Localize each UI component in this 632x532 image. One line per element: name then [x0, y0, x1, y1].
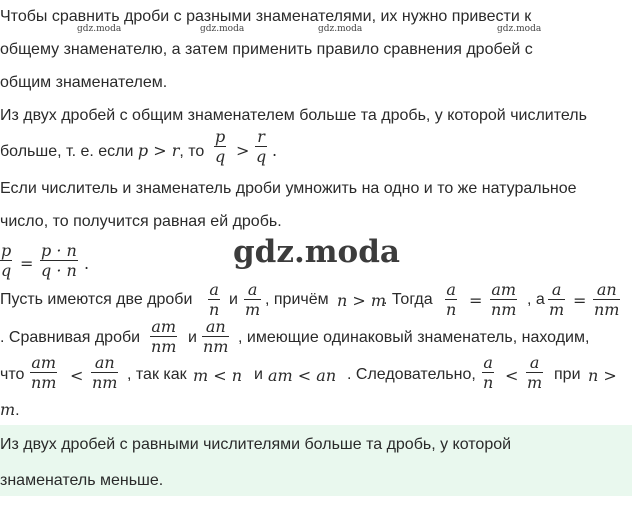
p2-condition: p > r: [137, 141, 180, 160]
identity-rhs: p · n q · n: [41, 241, 77, 280]
p4-frac-f8: an nm: [203, 317, 229, 356]
highlight-line1: Из двух дробей с равными числителями больше та дробь, у которой: [0, 436, 512, 453]
p3-line2: число, то получится равная ей дробь.: [0, 213, 282, 230]
p4-c3b: m: [0, 400, 16, 419]
p4-line1-text: Пусть имеются две дроби: [0, 291, 193, 308]
watermark-small-2: gdz.moda: [200, 24, 245, 34]
p4-pri: при: [554, 366, 581, 383]
p4-and2: и: [188, 329, 197, 346]
watermark-small-1: gdz.moda: [77, 24, 122, 34]
p4-tak-kak: , так как: [127, 366, 187, 383]
p4-eq2: =: [573, 291, 587, 310]
p4-lt2: <: [505, 366, 519, 385]
watermark-small-3: gdz.moda: [318, 24, 363, 34]
p1-line3: общим знаменателем.: [0, 74, 168, 91]
p4-cond-n-m: n > m: [337, 291, 387, 310]
p4-frac-f5: a m: [549, 280, 565, 319]
p4-and: и: [229, 291, 238, 308]
p2-period: .: [272, 141, 278, 160]
p3-line1: Если числитель и знаменатель дроби умножить на одно и то же натуральное: [0, 180, 577, 197]
p4-c3: n >: [588, 366, 617, 385]
p4-frac-f11: a n: [483, 353, 494, 392]
watermark-big: gdz.moda: [233, 234, 400, 270]
p4-frac-f12: a m: [527, 353, 543, 392]
p2-fraction-right: r q: [256, 127, 267, 166]
p4-c2: am < an: [268, 366, 337, 385]
p2-line1: Из двух дробей с общим знаменателем больше та дробь, у которой числитель: [0, 107, 587, 124]
p1-line1: Чтобы сравнить дроби с разными знаменателями, их нужно привести к: [0, 8, 532, 25]
p4-togda: . Тогда: [383, 291, 433, 308]
p4-frac-f4: am nm: [491, 280, 517, 319]
p4-prichem: , причём: [265, 291, 329, 308]
highlight-line2: знаменатель меньше.: [0, 472, 164, 489]
p4-line4: [0, 400, 20, 420]
identity-period: .: [84, 254, 90, 273]
p1-line2: общему знаменателю, а затем применить правило сравнения дробей с: [0, 41, 533, 58]
identity-lhs: p q: [1, 241, 12, 280]
p2-gt: >: [236, 141, 250, 160]
p4-comma-a: , а: [527, 291, 545, 308]
p4-frac-a-n: a n: [209, 280, 220, 319]
p2-line2: [0, 141, 204, 161]
p4-sledovatelno: . Следовательно,: [347, 366, 476, 383]
p4-frac-f3: a n: [446, 280, 457, 319]
p4-frac-a-m: a m: [245, 280, 261, 319]
p4-frac-f7: am nm: [151, 317, 177, 356]
p4-i: и: [254, 366, 263, 383]
p4-eq1: =: [469, 291, 483, 310]
watermark-small-4: gdz.moda: [497, 24, 542, 34]
p4-frac-f10: an nm: [92, 353, 118, 392]
p2-to: , то: [179, 143, 205, 160]
p4-c1: m < n: [193, 366, 243, 385]
p4-end: .: [15, 402, 20, 419]
p4-frac-f9: am nm: [31, 353, 57, 392]
p4-line2-text: . Сравнивая дроби: [0, 329, 141, 346]
p2-text: больше, т. е. если: [0, 143, 134, 160]
p4-lt: <: [70, 366, 84, 385]
p4-find: , имеющие одинаковый знаменатель, находим,: [238, 329, 590, 346]
p4-line3-chto: что: [0, 366, 25, 383]
identity-eq: =: [20, 254, 34, 273]
p4-frac-f6: an nm: [594, 280, 620, 319]
p2-fraction-left: p q: [215, 127, 226, 166]
